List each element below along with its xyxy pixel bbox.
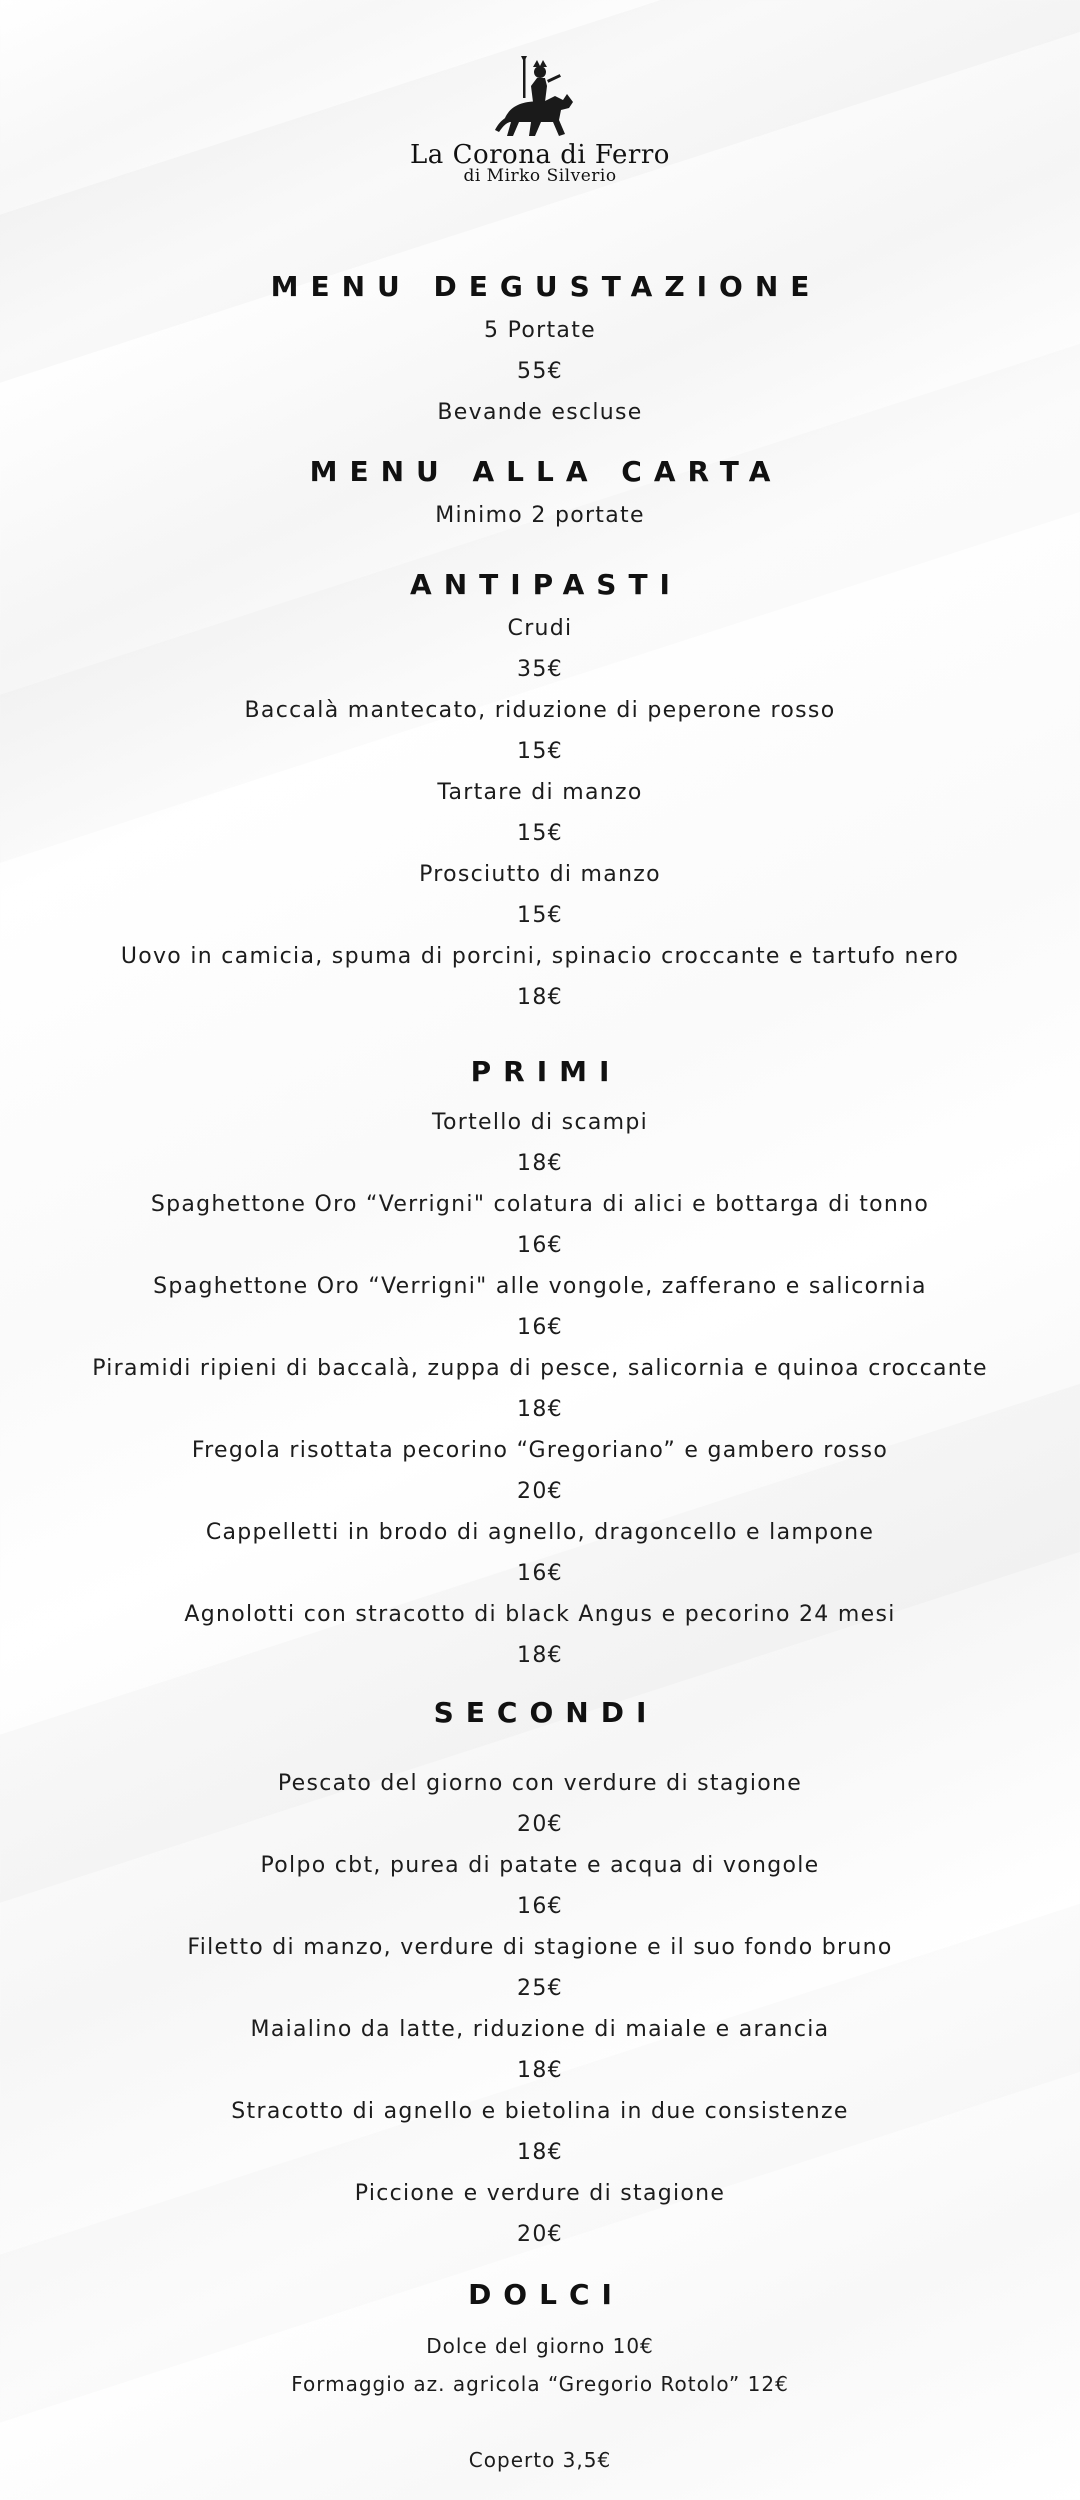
menu-item-name: Crudi — [507, 616, 573, 641]
knight-on-horse-icon — [0, 56, 1080, 148]
menu-item-name: Cappelletti in brodo di agnello, dragoncello e lampone — [205, 1520, 875, 1545]
carta-title: MENU ALLA CARTA — [309, 455, 783, 488]
menu-item-price: 18€ — [517, 1397, 563, 1422]
degustazione-line: Bevande escluse — [437, 400, 643, 425]
menu-item-name: Prosciutto di manzo — [419, 862, 661, 887]
menu-item-name: Stracotto di agnello e bietolina in due consistenze — [231, 2099, 849, 2124]
menu-item-price: 15€ — [517, 821, 563, 846]
menu-item-price: 18€ — [517, 2140, 563, 2165]
secondi-title: SECONDI — [433, 1696, 659, 1729]
menu-item-price: 16€ — [517, 1233, 563, 1258]
primi-title: PRIMI — [470, 1055, 622, 1088]
menu-item-name: Maialino da latte, riduzione di maiale e arancia — [250, 2017, 830, 2042]
menu-item-price: 20€ — [517, 1479, 563, 1504]
menu-item-name: Uovo in camicia, spuma di porcini, spinacio croccante e tartufo nero — [120, 944, 960, 969]
menu-item-price: 18€ — [517, 1151, 563, 1176]
menu-item-name: Piramidi ripieni di baccalà, zuppa di pesce, salicornia e quinoa croccante — [92, 1356, 988, 1381]
menu-item-name: Fregola risottata pecorino “Gregoriano” e gambero rosso — [191, 1438, 889, 1463]
menu-item-price: 16€ — [517, 1561, 563, 1586]
menu-item-price: 20€ — [517, 1812, 563, 1837]
menu-item-price: 20€ — [517, 2222, 563, 2247]
degustazione-title: MENU DEGUSTAZIONE — [270, 270, 822, 303]
menu-item-price: 35€ — [517, 657, 563, 682]
menu-item-name: Agnolotti con stracotto di black Angus e pecorino 24 mesi — [184, 1602, 896, 1627]
menu-item-name: Tortello di scampi — [431, 1110, 649, 1135]
brand-name: La Corona di Ferro — [410, 140, 670, 170]
menu-item-price: 18€ — [517, 1643, 563, 1668]
menu-item: Dolce del giorno 10€ — [426, 2334, 654, 2358]
menu-item-price: 25€ — [517, 1976, 563, 2001]
menu-item-price: 18€ — [517, 985, 563, 1010]
dolci-title: DOLCI — [468, 2278, 624, 2311]
menu-item-name: Tartare di manzo — [437, 780, 643, 805]
menu-item-name: Baccalà mantecato, riduzione di peperone rosso — [244, 698, 836, 723]
menu-item-name: Piccione e verdure di stagione — [354, 2181, 726, 2206]
menu-item-price: 16€ — [517, 1894, 563, 1919]
degustazione-line: 5 Portate — [484, 318, 596, 343]
menu-item-name: Pescato del giorno con verdure di stagione — [277, 1771, 803, 1796]
menu-item-price: 15€ — [517, 903, 563, 928]
antipasti-title: ANTIPASTI — [410, 568, 682, 601]
menu-item-price: 15€ — [517, 739, 563, 764]
carta-note: Minimo 2 portate — [435, 503, 645, 528]
menu-item-name: Polpo cbt, purea di patate e acqua di vongole — [260, 1853, 820, 1878]
menu-item-price: 16€ — [517, 1315, 563, 1340]
menu-item-price: 18€ — [517, 2058, 563, 2083]
coperto-note: Coperto 3,5€ — [468, 2448, 612, 2472]
menu-item-name: Spaghettone Oro “Verrigni" colatura di alici e bottarga di tonno — [150, 1192, 930, 1217]
menu-item: Formaggio az. agricola “Gregorio Rotolo” 12€ — [291, 2372, 789, 2396]
menu-item-name: Filetto di manzo, verdure di stagione e il suo fondo bruno — [187, 1935, 893, 1960]
degustazione-price: 55€ — [517, 359, 563, 384]
brand-subtitle: di Mirko Silverio — [463, 166, 617, 186]
menu-item-name: Spaghettone Oro “Verrigni" alle vongole, zafferano e salicornia — [153, 1274, 927, 1299]
